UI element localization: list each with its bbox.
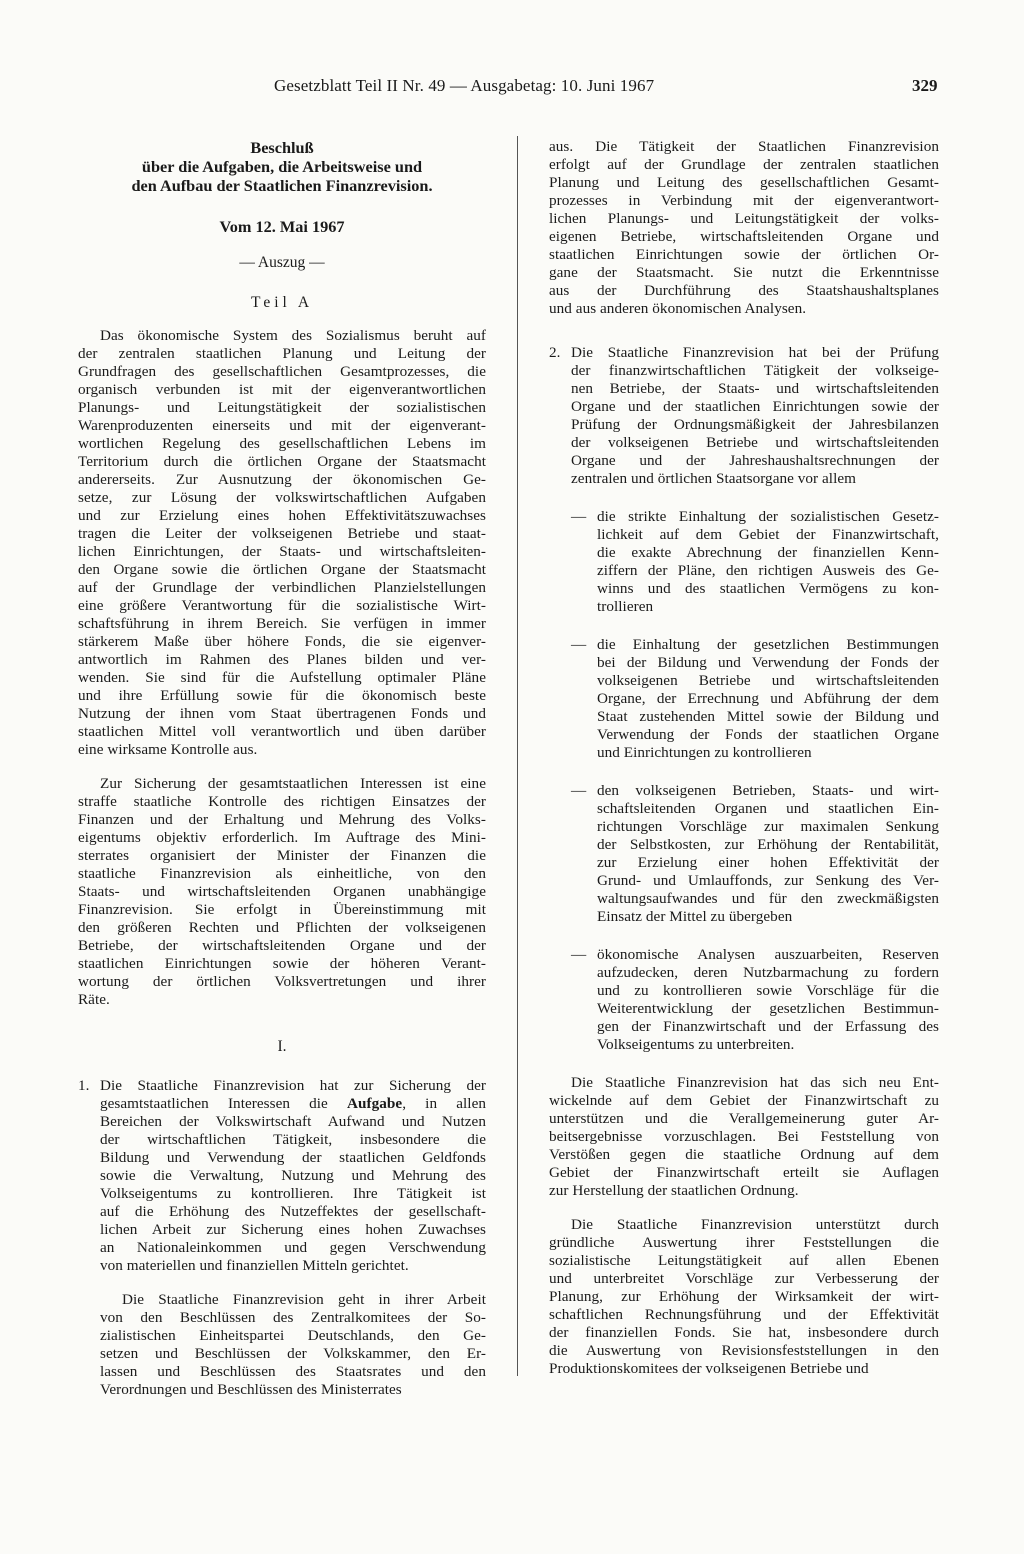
item-1 xyxy=(78,1077,486,1399)
text-line: staatlichen Einrichtungen sowie der örtlichen Or- xyxy=(549,246,939,263)
text-line: zur Erzielung einer hohen Effektivität der xyxy=(597,854,939,871)
text-line: die Auswertung von Revisionsfeststellungen in den xyxy=(549,1342,939,1359)
text-line: Organe, der Errechnung und Abführung der dem xyxy=(597,690,939,707)
text-line: gründliche Auswertung ihrer Feststellungen die xyxy=(549,1234,939,1251)
text-line: Gebiet der Finanzwirtschaft erteilt sie Auflagen xyxy=(549,1164,939,1181)
text-line: staatliche Finanzrevision als einheitliche, von den xyxy=(78,865,486,882)
text-line: straffe staatliche Kontrolle des richtigen Einsatzes der xyxy=(78,793,486,810)
text-line: Das ökonomische System des Sozialismus beruht auf xyxy=(100,327,486,344)
item-1-continuation xyxy=(100,1291,486,1399)
text-line: wortlichen Regelung des gesellschaftlichen Lebens im xyxy=(78,435,486,452)
left-column xyxy=(78,138,486,1399)
text-line: volkseigenen Betriebe und wirtschaftsleitenden xyxy=(597,672,939,689)
paragraph-new-developments xyxy=(549,1074,939,1200)
title-line: den Aufbau der Staatlichen Finanzrevision. xyxy=(131,176,433,195)
text-line: aus. Die Tätigkeit der Staatlichen Finanzrevision xyxy=(549,138,939,155)
control-paragraph xyxy=(78,775,486,1009)
text-line: setze, zur Lösung der volkswirtschaftlichen Aufgaben xyxy=(78,489,486,506)
text-line: Organe und der Jahreshaushaltsrechnungen der xyxy=(571,452,939,469)
text-line: Prüfung der Ordnungsmäßigkeit der Jahresbilanzen xyxy=(571,416,939,433)
text-line: Volkseigentums zu kontrollieren. Ihre Tätigkeit ist xyxy=(100,1185,486,1202)
text-line: der volkseigenen Betriebe und wirtschaftsleitenden xyxy=(571,434,939,451)
text-line: der finanziellen Fonds. Sie hat, insbesondere durch xyxy=(549,1324,939,1341)
text-line: Bereichen der Volkswirtschaft Aufwand und Nutzen xyxy=(100,1113,486,1130)
text-line: und zu kontrollieren sowie Vorschläge für die xyxy=(597,982,939,999)
text-line: andererseits. Zur Ausnutzung der ökonomischen Ge- xyxy=(78,471,486,488)
text-line: aus der Durchführung des Staatshaushaltsplanes xyxy=(549,282,939,299)
text-line: Territorium durch die örtlichen Organe der Staatsmacht xyxy=(78,453,486,470)
running-header: Gesetzblatt Teil II Nr. 49 — Ausgabetag: 10. Juni 1967 xyxy=(274,76,655,95)
text-line: tragen die Leiter der volkseigenen Betriebe und staat- xyxy=(78,525,486,542)
title-line: Beschluß xyxy=(250,138,314,157)
dash-list-item xyxy=(571,508,939,616)
text-line: lassen und Beschlüssen des Staatsrates und den xyxy=(100,1363,486,1380)
text-line: staatlichen Mittel voll verantwortlich und üben darüber xyxy=(78,723,486,740)
text-line: lichen Arbeit zur Sicherung eines hohen Zuwachses xyxy=(100,1221,486,1238)
dash-marker: — xyxy=(571,508,587,525)
text-line: und zur Erzielung eines hohen Effektivitätszuwachses xyxy=(78,507,486,524)
text-line: Die Staatliche Finanzrevision unterstützt durch xyxy=(571,1216,939,1233)
text-line: den volkseigenen Betrieben, Staats- und wirt- xyxy=(597,782,939,799)
text-line: erfolgt auf der Grundlage der zentralen staatlichen xyxy=(549,156,939,173)
text-line: ökonomische Analysen auszuarbeiten, Reserven xyxy=(597,946,939,963)
text-line: winns und des staatlichen Vermögens zu kon- xyxy=(597,580,939,597)
text-line: eine größere Verantwortung für die sozialistische Wirt- xyxy=(78,597,486,614)
text-line: Räte. xyxy=(78,991,110,1008)
right-column xyxy=(549,138,939,1378)
text-line: stärkerem Maße über höhere Fonds, die sie eigenver- xyxy=(78,633,486,650)
text-line: unterstützen und die Verallgemeinerung guter Ar- xyxy=(549,1110,939,1127)
dash-list-item xyxy=(571,782,939,926)
document-date: Vom 12. Mai 1967 xyxy=(219,217,345,236)
text-line: lichen Planungs- und Leitungstätigkeit der volks- xyxy=(549,210,939,227)
text-line: Verwendung der Fonds der staatlichen Organe xyxy=(597,726,939,743)
text-line: eine wirksame Kontrolle aus. xyxy=(78,741,258,758)
text-line: aufzudecken, deren Nutzbarmachung zu fordern xyxy=(597,964,939,981)
text-line: gen der Finanzwirtschaft und der Erfassung des xyxy=(597,1018,939,1035)
text-line: Die Staatliche Finanzrevision geht in ihrer Arbeit xyxy=(122,1291,486,1308)
text-line: lichkeit auf dem Gebiet der Finanzwirtschaft, xyxy=(597,526,939,543)
text-line: bei der Bildung und Verwendung der Fonds der xyxy=(597,654,939,671)
text-line: eigenen Betriebe, wirtschaftsleitenden Organe und xyxy=(549,228,939,245)
text-line: organisch verbunden ist mit der eigenverantwortlichen xyxy=(78,381,486,398)
text-line: zentralen und örtlichen Staatsorgane vor allem xyxy=(571,470,856,487)
excerpt-label: — Auszug — xyxy=(239,254,325,271)
text-line: auf der Grundlage der verbindlichen Planzielstellungen xyxy=(78,579,486,596)
text-line: Betriebe, der wirtschaftsleitenden Organe und der xyxy=(78,937,486,954)
item-2-text xyxy=(571,344,939,488)
text-line: sozialistische Leitungstätigkeit auf allen Ebenen xyxy=(549,1252,939,1269)
text-line: von materiellen und finanziellen Mitteln gerichtet. xyxy=(100,1257,409,1274)
text-line: Grundfragen des gesellschaftlichen Gesamtprozesses, die xyxy=(78,363,486,380)
text-line: zialistischen Einheitspartei Deutschlands, den Ge- xyxy=(100,1327,486,1344)
text-line: antwortlich im Rahmen des Planes bilden und ver- xyxy=(78,651,486,668)
text-line: die strikte Einhaltung der sozialistischen Gesetz- xyxy=(597,508,939,525)
text-line: den größeren Rechten und Pflichten der volkseigenen xyxy=(78,919,486,936)
text-line: und Einrichtungen zu kontrollieren xyxy=(597,744,812,761)
dash-list-item xyxy=(571,636,939,762)
text-line: Finanzrevision. Sie erfolgt in Übereinstimmung mit xyxy=(78,901,486,918)
text-line: Nutzung der ihnen vom Staat übertragenen Fonds und xyxy=(78,705,486,722)
document-title xyxy=(78,138,486,195)
text-line: nen Betriebe, der Staats- und wirtschaftsleitenden xyxy=(571,380,939,397)
text-line: Volkseigentums zu unterbreiten. xyxy=(597,1036,795,1053)
dash-list-item xyxy=(571,946,939,1054)
text-line: Warenproduzenten einerseits und mit der eigenverant- xyxy=(78,417,486,434)
text-line: gane der Staatsmacht. Sie nutzt die Erkenntnisse xyxy=(549,264,939,281)
text-line: Verstößen gegen die staatliche Ordnung auf dem xyxy=(549,1146,939,1163)
text-line: richtungen Vorschläge zur maximalen Senkung xyxy=(597,818,939,835)
text-line: die Einhaltung der gesetzlichen Bestimmungen xyxy=(597,636,939,653)
text-line: Grund- und Umlauffonds, zur Senkung des Ver- xyxy=(597,872,939,889)
paragraph-evaluation xyxy=(549,1216,939,1378)
dash-marker: — xyxy=(571,946,587,963)
column-divider xyxy=(517,136,518,1376)
text-line: lichen Einrichtungen, der Staats- und wirtschaftsleiten- xyxy=(78,543,486,560)
text-line: von den Beschlüssen des Zentralkomitees der So- xyxy=(100,1309,486,1326)
text-line: Produktionskomitees der volkseigenen Betriebe und xyxy=(549,1360,869,1377)
text-line: an Nationaleinkommen und gegen Verschwendung xyxy=(100,1239,486,1256)
text-line: beitsergebnisse vorzuschlagen. Bei Feststellung von xyxy=(549,1128,939,1145)
text-line: Weiterentwicklung der gesetzlichen Bestimmun- xyxy=(597,1000,939,1017)
text-line: Die Staatliche Finanzrevision hat das sich neu Ent- xyxy=(571,1074,939,1091)
continuation-paragraph xyxy=(549,138,939,318)
text-line: Organe und der staatlichen Einrichtungen sowie der xyxy=(571,398,939,415)
text-line: wickelnde auf dem Gebiet der Finanzwirtschaft zu xyxy=(549,1092,939,1109)
part-heading: Teil A xyxy=(250,294,314,311)
text-line: schaftsführung in ihrem Bereich. Sie verfügen in immer xyxy=(78,615,486,632)
text-line: waltungsaufwandes und für den zweckmäßigsten xyxy=(597,890,939,907)
dash-marker: — xyxy=(571,636,587,653)
text-line: Staats- und wirtschaftsleitenden Organen unabhängige xyxy=(78,883,486,900)
text-line: Bildung und Verwendung der staatlichen Geldfonds xyxy=(100,1149,486,1166)
text-line: Die Staatliche Finanzrevision hat zur Sicherung der xyxy=(100,1077,486,1094)
text-line: der finanzwirtschaftlichen Tätigkeit der volkseige- xyxy=(571,362,939,379)
page-number: 329 xyxy=(912,76,938,95)
text-line: Planungs- und Leitungstätigkeit der sozialistischen xyxy=(78,399,486,416)
text-line: Die Staatliche Finanzrevision hat bei der Prüfung xyxy=(571,344,939,361)
dash-marker: — xyxy=(571,782,587,799)
text-line: und unterbreitet Vorschläge zur Verbesserung der xyxy=(549,1270,939,1287)
text-line: Finanzen und der Erhaltung und Mehrung des Volks- xyxy=(78,811,486,828)
text-line: sowie die Verwaltung, Nutzung und Mehrung des xyxy=(100,1167,486,1184)
text-line: setzen und Beschlüssen der Volkskammer, den Er- xyxy=(100,1345,486,1362)
text-line: die exakte Abrechnung der finanziellen Kenn- xyxy=(597,544,939,561)
item-1-text xyxy=(100,1077,486,1275)
text-line: schaftlichen Rechnungsführung und der Effektivität xyxy=(549,1306,939,1323)
text-line: Einsatz der Mittel zu übergeben xyxy=(597,908,793,925)
text-line: der zentralen staatlichen Planung und Leitung der xyxy=(78,345,486,362)
text-line: der wirtschaftlichen Tätigkeit, insbesondere die xyxy=(100,1131,486,1148)
text-line: und aus anderen ökonomischen Analysen. xyxy=(549,300,807,317)
item-number: 2. xyxy=(549,344,561,361)
text-line: trollieren xyxy=(597,598,654,615)
item-number: 1. xyxy=(78,1077,90,1094)
text-line: und ihre Erfüllung sowie für die ökonomisch beste xyxy=(78,687,486,704)
text-line: Planung und Leitung des gesellschaftlichen Gesamt- xyxy=(549,174,939,191)
text-line: der Selbstkosten, zur Erhöhung der Rentabilität, xyxy=(597,836,939,853)
text-line: prozesses in Verbindung mit der eigenverantwort- xyxy=(549,192,939,209)
text-line: auf die Erhöhung des Nutzeffektes der gesellschaft- xyxy=(100,1203,486,1220)
text-line: sterrates organisiert der Minister der Finanzen die xyxy=(78,847,486,864)
text-line: schaftsleitenden Organen und staatlichen Ein- xyxy=(597,800,939,817)
text-line: staatlichen Einrichtungen sowie der höheren Verant- xyxy=(78,955,486,972)
text-line: wortung der örtlichen Volksvertretungen und ihrer xyxy=(78,973,486,990)
dash-list xyxy=(571,508,939,1054)
text-line: wenden. Sie sind für die Aufstellung optimaler Pläne xyxy=(78,669,486,686)
intro-paragraph xyxy=(78,327,486,759)
text-line: eigentums objektiv erforderlich. Im Auftrage des Mini- xyxy=(78,829,486,846)
text-line: Planung, zur Erhöhung der Wirksamkeit der wirt- xyxy=(549,1288,939,1305)
text-line: den Organe sowie die örtlichen Organe der Staatsmacht xyxy=(78,561,486,578)
text-line: gesamtstaatlichen Interessen die Aufgabe, in allen xyxy=(100,1095,487,1112)
text-line: Staat zustehenden Mittel sowie der Bildung und xyxy=(597,708,939,725)
text-line: ziffern der Pläne, den richtigen Ausweis des Ge- xyxy=(597,562,939,579)
text-line: Verordnungen und Beschlüssen des Ministerrates xyxy=(100,1381,402,1398)
section-heading: I. xyxy=(277,1038,287,1055)
title-line: über die Aufgaben, die Arbeitsweise und xyxy=(141,157,423,176)
item-2 xyxy=(549,344,939,1054)
text-line: zur Herstellung der staatlichen Ordnung. xyxy=(549,1182,799,1199)
text-line: Zur Sicherung der gesamtstaatlichen Interessen ist eine xyxy=(100,775,486,792)
